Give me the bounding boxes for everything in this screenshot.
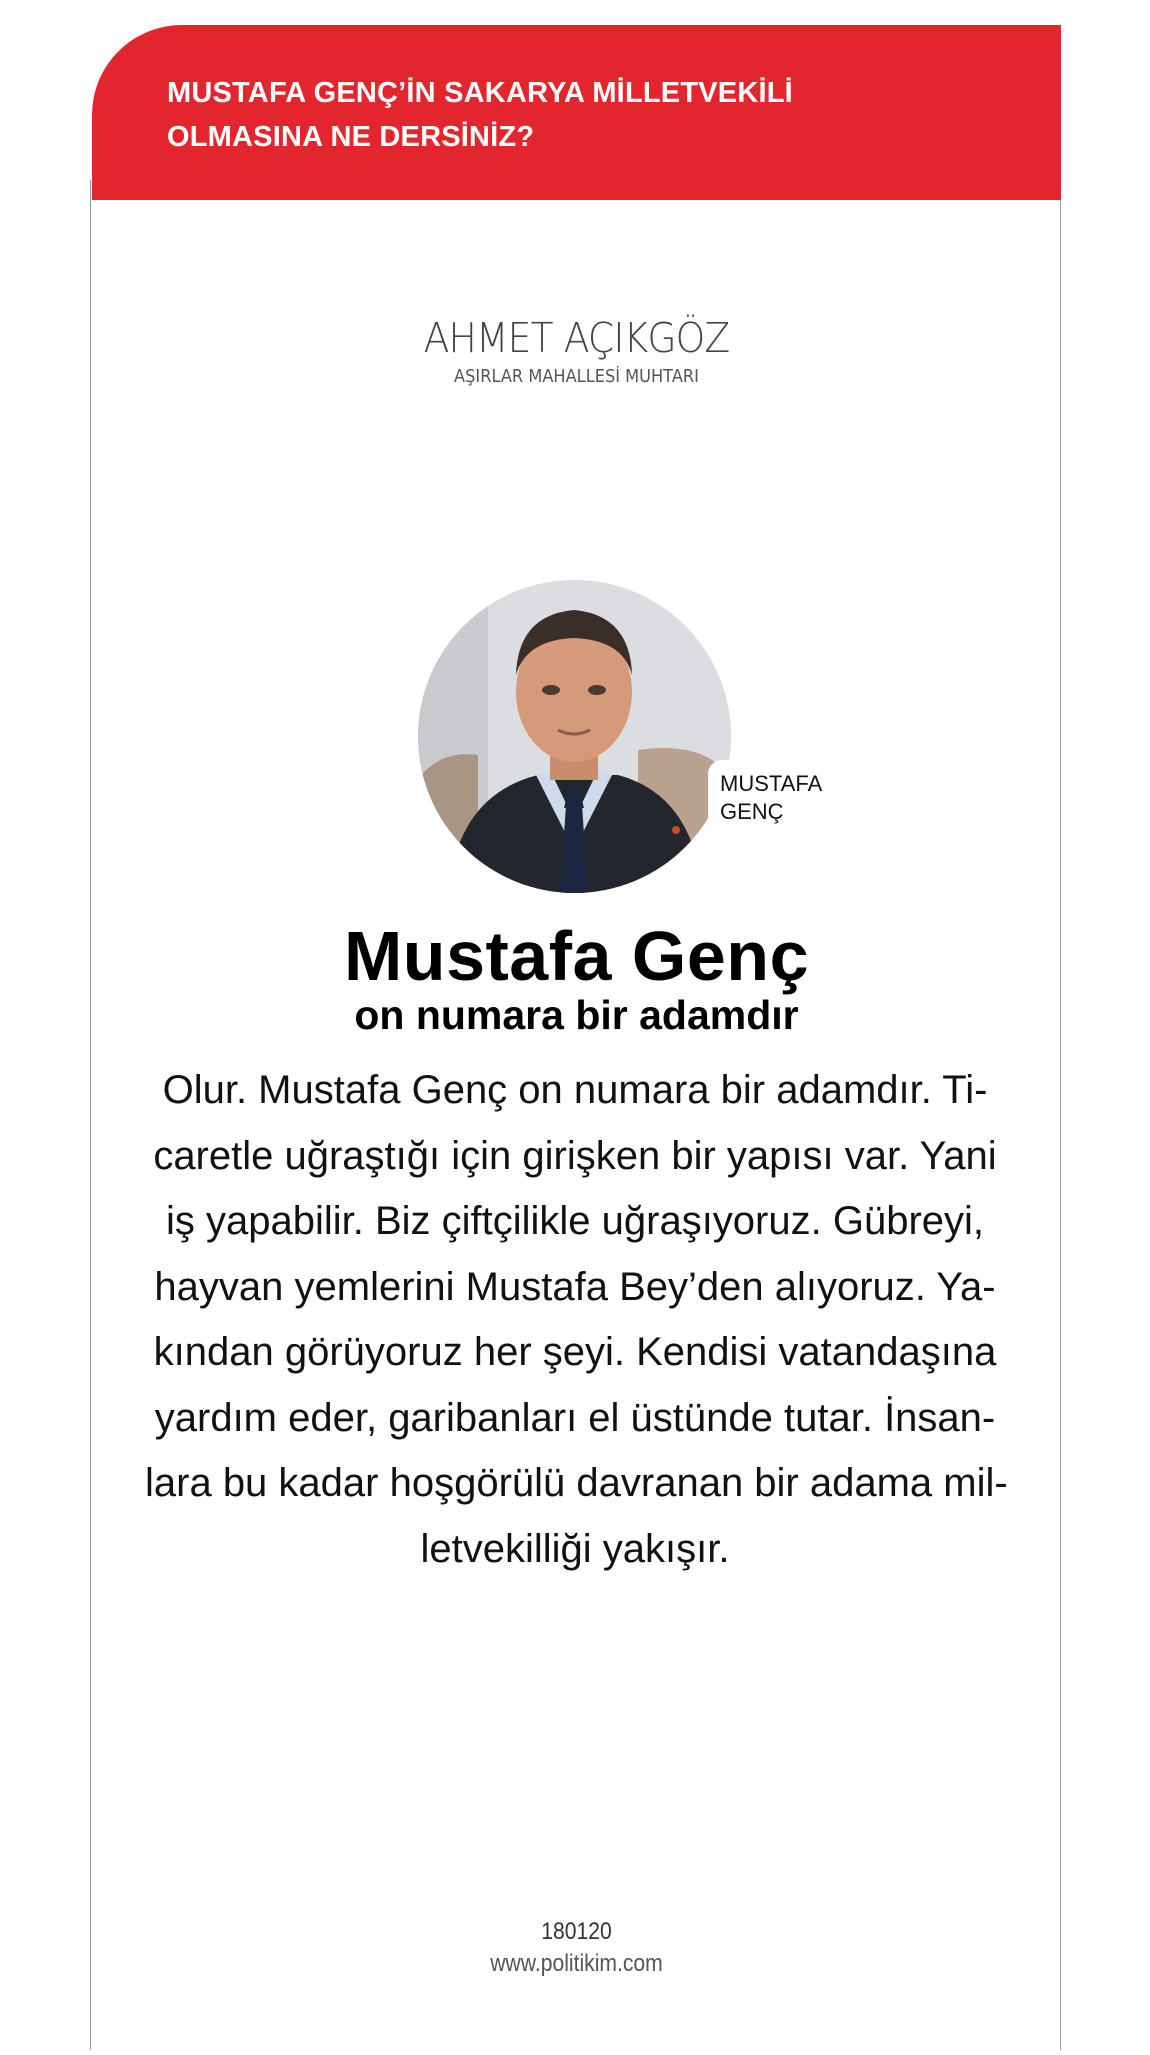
photo-caption-line-1: MUSTAFA <box>720 771 823 796</box>
photo-caption <box>708 760 864 832</box>
photo-caption-line-2: GENÇ <box>720 799 784 824</box>
article-line: iş yapabilir. Biz çiftçilikle uğraşıyoruz. Gübreyi, <box>165 1199 985 1243</box>
author-block <box>92 312 1061 387</box>
portrait-image <box>418 580 731 893</box>
article-line: hayvan yemlerini Mustafa Bey’den alıyoruz. Ya- <box>154 1264 996 1309</box>
article-line: kından görüyoruz her şeyi. Kendisi vatandaşına <box>153 1330 997 1374</box>
article-line: yardım eder, garibanları el üstünde tutar. İnsan- <box>154 1395 996 1440</box>
portrait-photo <box>418 580 731 893</box>
article-line: caretle uğraştığı için girişken bir yapısı var. Yani <box>153 1133 997 1178</box>
headline-block <box>92 916 1061 1040</box>
footer-code: 180120 <box>541 1918 612 1945</box>
portrait-illustration <box>418 580 731 893</box>
headline-title: Mustafa Genç <box>344 917 809 995</box>
page-title-line-1: MUSTAFA GENÇ’İN SAKARYA MİLLETVEKİLİ <box>167 77 793 109</box>
page-title-line-2: OLMASINA NE DERSİNİZ? <box>167 121 535 153</box>
author-role: AŞIRLAR MAHALLESİ MUHTARI <box>454 366 699 387</box>
headline-subtitle: on numara bir adamdır <box>354 992 799 1038</box>
article-line: Olur. Mustafa Genç on numara bir adamdır. Ti- <box>162 1068 988 1112</box>
article-line: lara bu kadar hoşgörülü davranan bir adama mil- <box>145 1461 1008 1505</box>
header-banner <box>92 25 1061 200</box>
footer-url[interactable]: www.politikim.com <box>490 1950 663 1977</box>
author-name: AHMET AÇIKGÖZ <box>423 314 730 362</box>
footer <box>92 1916 1061 1980</box>
page-title <box>167 71 967 159</box>
article-line: letvekilliği yakışır. <box>420 1526 730 1571</box>
article-body <box>145 1058 1008 1582</box>
